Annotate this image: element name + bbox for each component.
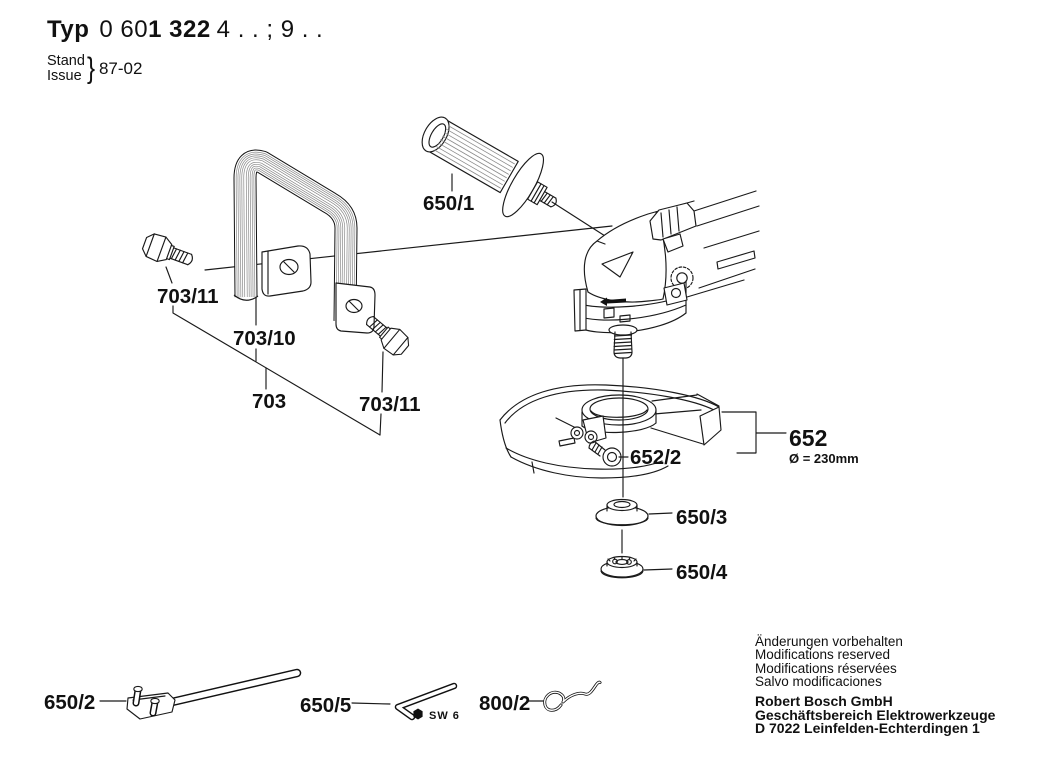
company-name: Robert Bosch GmbH — [755, 693, 893, 709]
issue-label: Issue — [47, 68, 82, 84]
bail-handle — [234, 161, 346, 321]
callout-652-2: 652/2 — [630, 446, 682, 469]
callout-650-1: 650/1 — [423, 192, 475, 215]
handle-bracket — [262, 246, 311, 296]
type-number-bold: 1 322 — [148, 16, 211, 43]
callout-650-4: 650/4 — [676, 561, 728, 584]
callout-652: 652 — [789, 425, 828, 451]
pin-wrench — [127, 673, 297, 719]
company-address: D 7022 Leinfelden-Echterdingen 1 — [755, 720, 980, 737]
issue-date: 87-02 — [98, 59, 143, 78]
company-division: Geschäftsbereich Elektrowerkzeuge — [755, 706, 996, 723]
spring-clip — [545, 682, 600, 710]
guard-clamp-screw — [589, 441, 621, 466]
clamping-nut — [601, 557, 643, 578]
callout-703-11-right: 703/11 — [359, 393, 421, 416]
brace-glyph: } — [86, 52, 95, 85]
company-block — [755, 695, 995, 736]
guard-diameter-note: Ø = 230mm — [789, 451, 859, 466]
type-number-prefix: 0 60 — [99, 16, 149, 43]
modification-notices — [755, 635, 903, 689]
notice-fr: Modifications réservées — [755, 660, 897, 676]
angle-grinder-body — [574, 191, 759, 358]
typ-label: Typ — [47, 16, 90, 43]
callout-650-2: 650/2 — [44, 691, 96, 714]
hex-key-size-note: SW 6 — [429, 710, 460, 722]
callout-lines — [100, 412, 786, 704]
hex-bolt-left — [140, 231, 196, 273]
callout-703: 703 — [252, 390, 287, 413]
notice-en: Modifications reserved — [755, 647, 891, 663]
callout-703-10: 703/10 — [233, 327, 296, 350]
notice-de: Änderungen vorbehalten — [755, 634, 903, 649]
notice-es: Salvo modificaciones — [755, 674, 882, 690]
type-number-suffix: 4 . . ; 9 . . — [216, 16, 324, 43]
callout-650-5: 650/5 — [300, 694, 352, 717]
callout-650-3: 650/3 — [676, 506, 728, 529]
callout-800-2: 800/2 — [479, 692, 531, 715]
handle-foot-tab — [336, 283, 375, 333]
stand-label: Stand — [47, 53, 85, 69]
callout-703-11-left: 703/11 — [157, 285, 219, 308]
backing-flange — [596, 500, 648, 526]
